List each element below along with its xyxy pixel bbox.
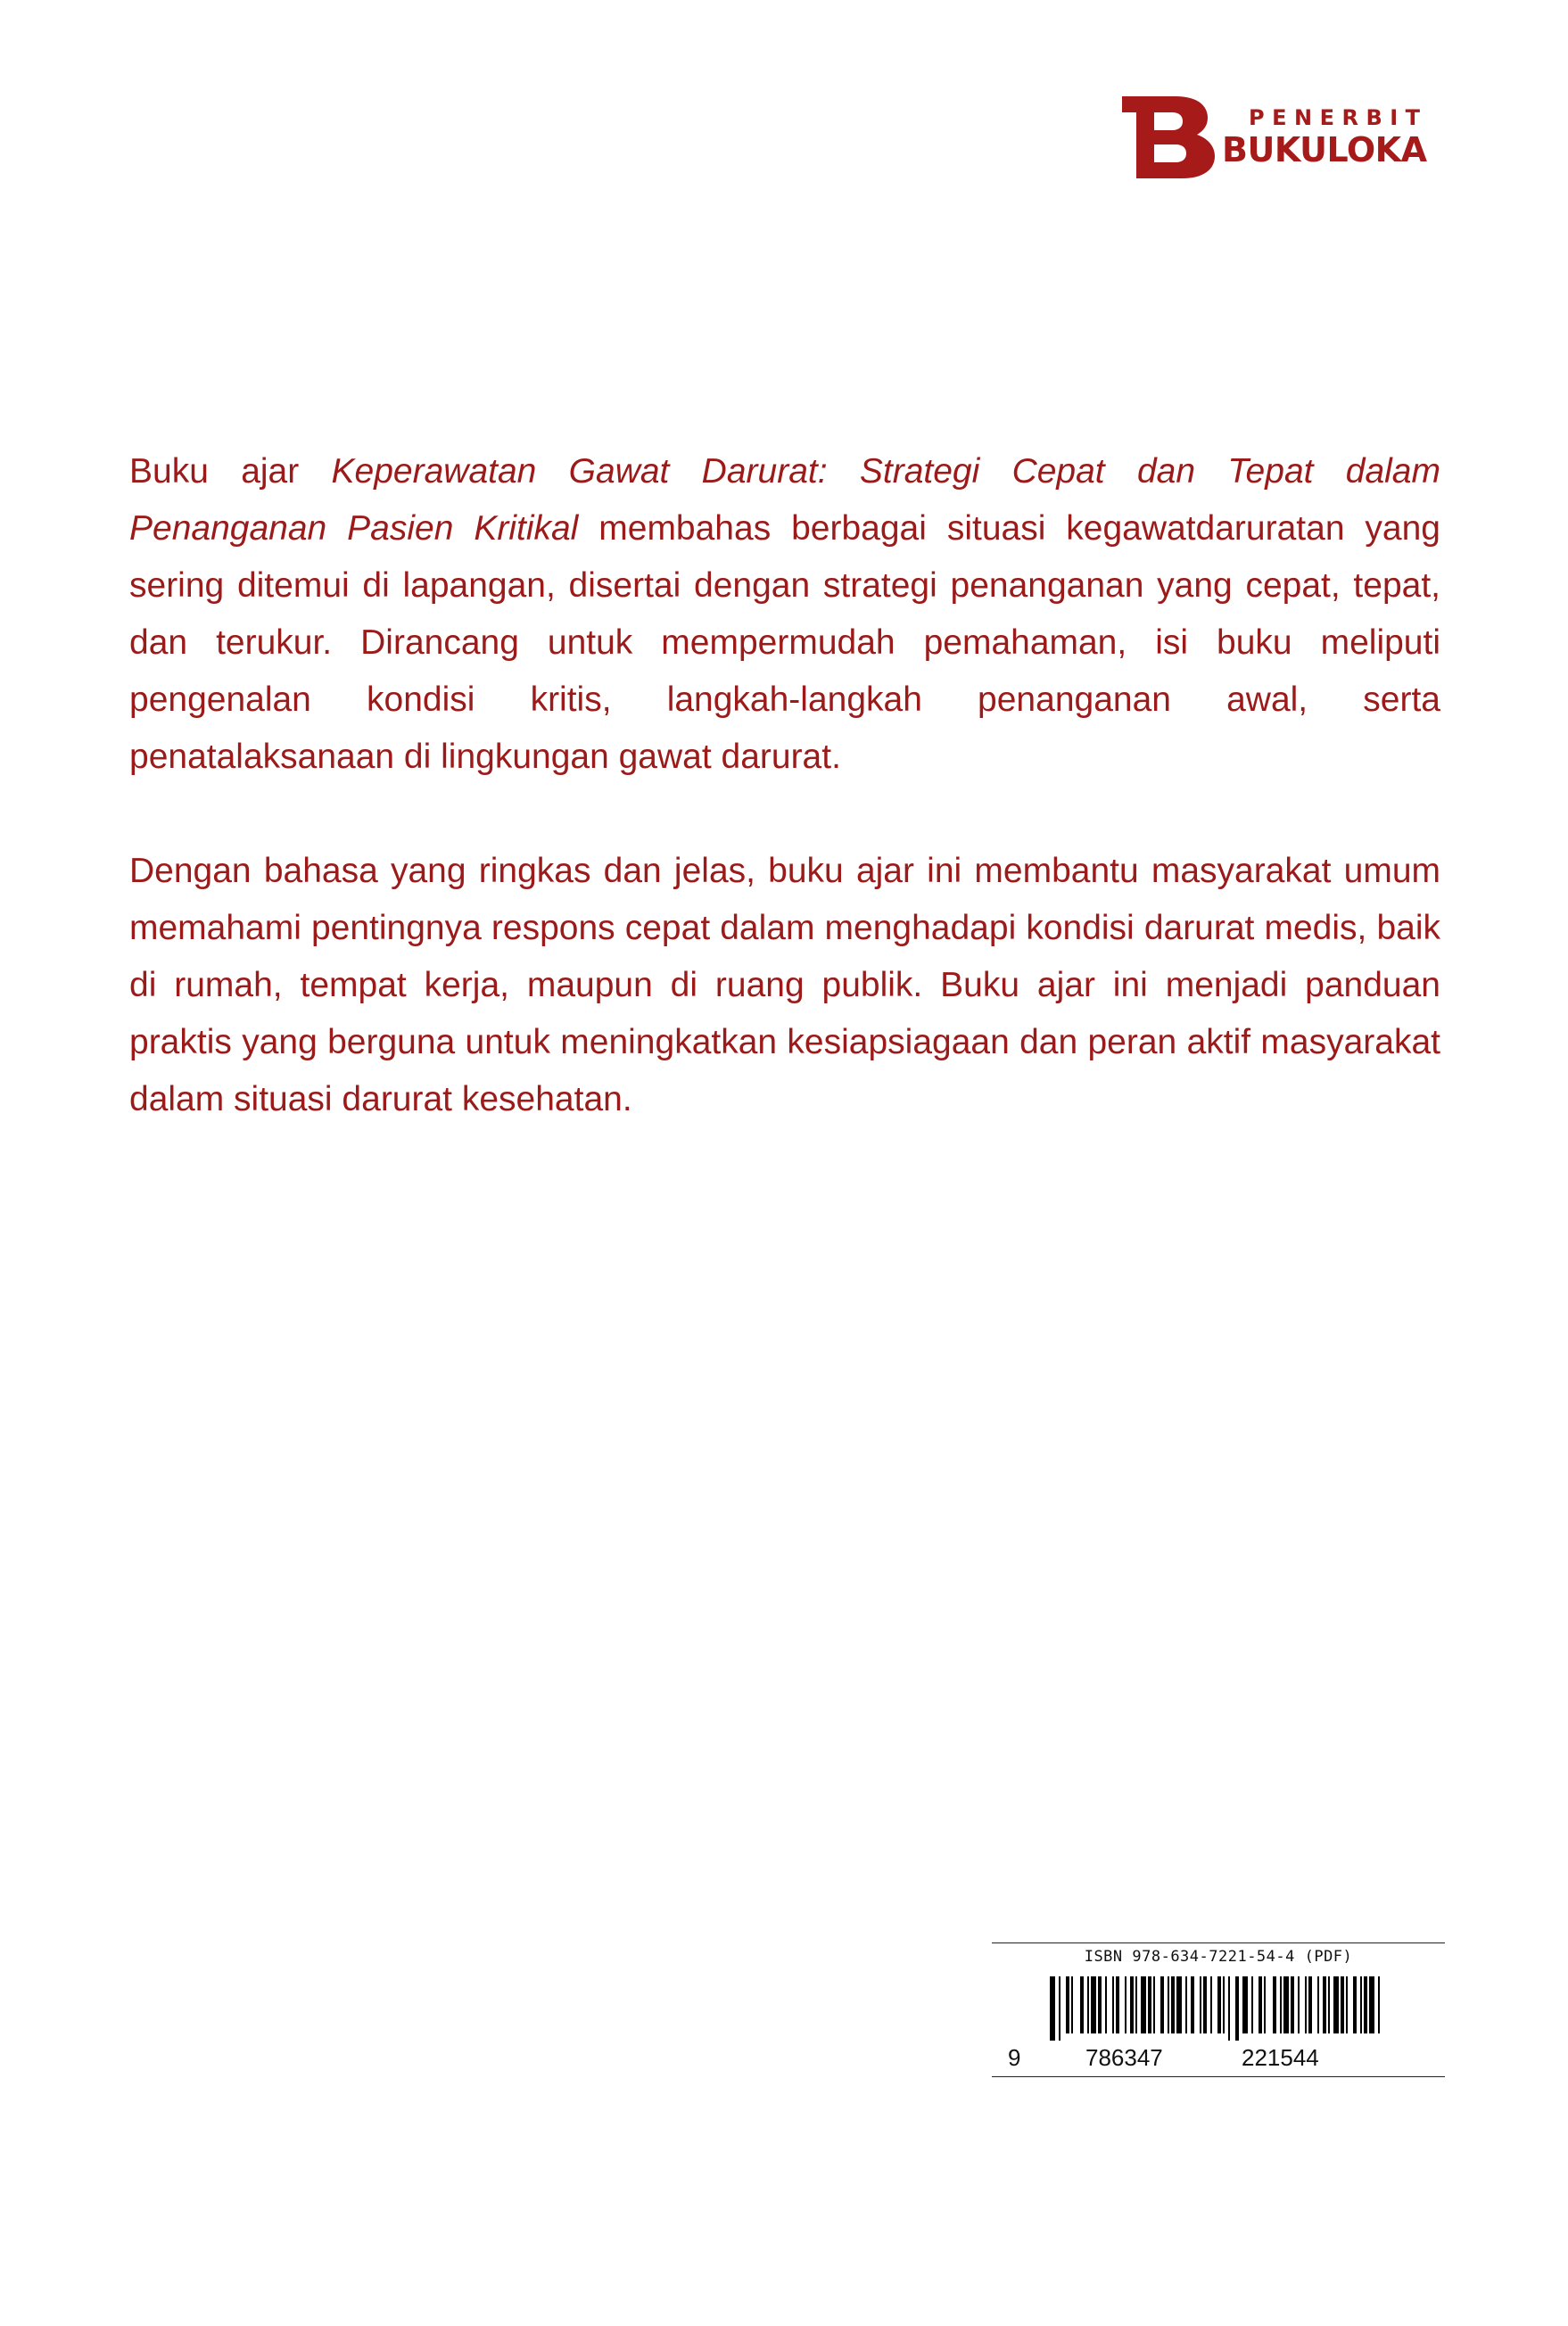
barcode-bar [1264,1976,1266,2033]
barcode-bar [1071,1976,1073,2033]
isbn-label: ISBN 978-634-7221-54-4 (PDF) [1084,1948,1353,1966]
isbn-barcode-block [992,1942,1445,2078]
barcode-bar [1203,1976,1207,2033]
barcode-bar [1328,1976,1330,2033]
paragraph-1-body: membahas berbagai situasi kegawatdaruratan yang sering ditemui di lapangan, disertai dengan strategi penanganan yang cepat, tepat, dan terukur. Dirancang untuk mempermudah pemahaman, isi buku meliputi pengenalan kondisi kritis, langkah-langkah penanganan awal, serta penatalaksanaan di lingkungan gawat darurat. [129,509,1440,776]
barcode-bar [1091,1976,1096,2033]
barcode-bar [1135,1976,1137,2033]
description-paragraph-1 [129,443,1440,786]
barcode-bar [1050,1976,1055,2041]
barcode-bar [1364,1976,1367,2033]
barcode-bar [1191,1976,1194,2033]
barcode-digit-first: 9 [1008,2044,1021,2071]
barcode-digits-left: 786347 [1085,2044,1163,2071]
barcode-bar [1341,1976,1344,2033]
publisher-name: BUKULOKA [1222,130,1427,169]
barcode-bar [1298,1976,1300,2033]
barcode-bar [1200,1976,1201,2033]
book-description [129,443,1440,1128]
publisher-label: PENERBIT [1249,105,1428,130]
barcode-bar [1242,1976,1248,2033]
barcode-bar [1105,1976,1107,2033]
barcode-bar [1087,1976,1089,2033]
description-paragraph-2: Dengan bahasa yang ringkas dan jelas, buku ajar ini membantu masyarakat umum memahami pentingnya respons cepat dalam menghadapi kondisi darurat medis, baik di rumah, tempat kerja, maupun di ruang publik. Buku ajar ini menjadi panduan praktis yang berguna untuk meningkatkan kesiapsiagaan dan peran aktif masyarakat dalam situasi darurat kesehatan. [129,852,1440,1118]
barcode-bar [1125,1976,1126,2033]
barcode-digits-right: 221544 [1242,2044,1319,2071]
barcode-bar [1317,1976,1319,2033]
barcode-bar [1228,1976,1230,2041]
barcode-bar [1217,1976,1221,2033]
barcode-bar [1283,1976,1289,2033]
barcode-icon [1050,1976,1380,2041]
barcode-bar [1080,1976,1084,2033]
barcode-bar [1346,1976,1348,2033]
barcode-bar [1369,1976,1374,2033]
isbn-top-rule [992,1942,1445,1943]
barcode-bar [1059,1976,1060,2041]
barcode-bar [1112,1976,1114,2033]
barcode-bar [1185,1976,1187,2033]
barcode-bar [1160,1976,1164,2033]
barcode-bar [1141,1976,1146,2033]
barcode-bar [1273,1976,1276,2033]
barcode-bar [1333,1976,1339,2033]
isbn-bottom-rule [992,2076,1445,2077]
barcode-bar [1066,1976,1069,2033]
barcode-bar [1308,1976,1312,2033]
book-title-italic: Keperawatan Gawat Darurat: Strategi Cepat dan Tepat dalam Penanganan Pasien Kritikal [129,452,1440,548]
barcode-bar [1168,1976,1169,2033]
barcode-bar [1280,1976,1282,2033]
barcode-bar [1116,1976,1119,2033]
barcode-bar [1130,1976,1134,2033]
barcode-bar [1148,1976,1151,2033]
barcode-bar [1323,1976,1326,2033]
barcode-bar [1210,1976,1212,2033]
publisher-logo [1122,96,1443,178]
barcode-bar [1291,1976,1294,2033]
barcode-bar [1098,1976,1102,2033]
barcode-bar [1235,1976,1239,2041]
paragraph-1-intro: Buku ajar [129,452,332,491]
barcode-bar [1223,1976,1225,2033]
barcode-bar [1153,1976,1155,2033]
barcode-bar [1176,1976,1182,2033]
barcode-bar [1360,1976,1362,2033]
barcode-bar [1353,1976,1357,2033]
barcode-bar [1305,1976,1307,2033]
barcode-bar [1378,1976,1380,2033]
barcode-bar [1259,1976,1262,2033]
barcode-bar [1171,1976,1175,2033]
publisher-b-logo-icon [1122,96,1215,178]
barcode-bar [1251,1976,1253,2033]
